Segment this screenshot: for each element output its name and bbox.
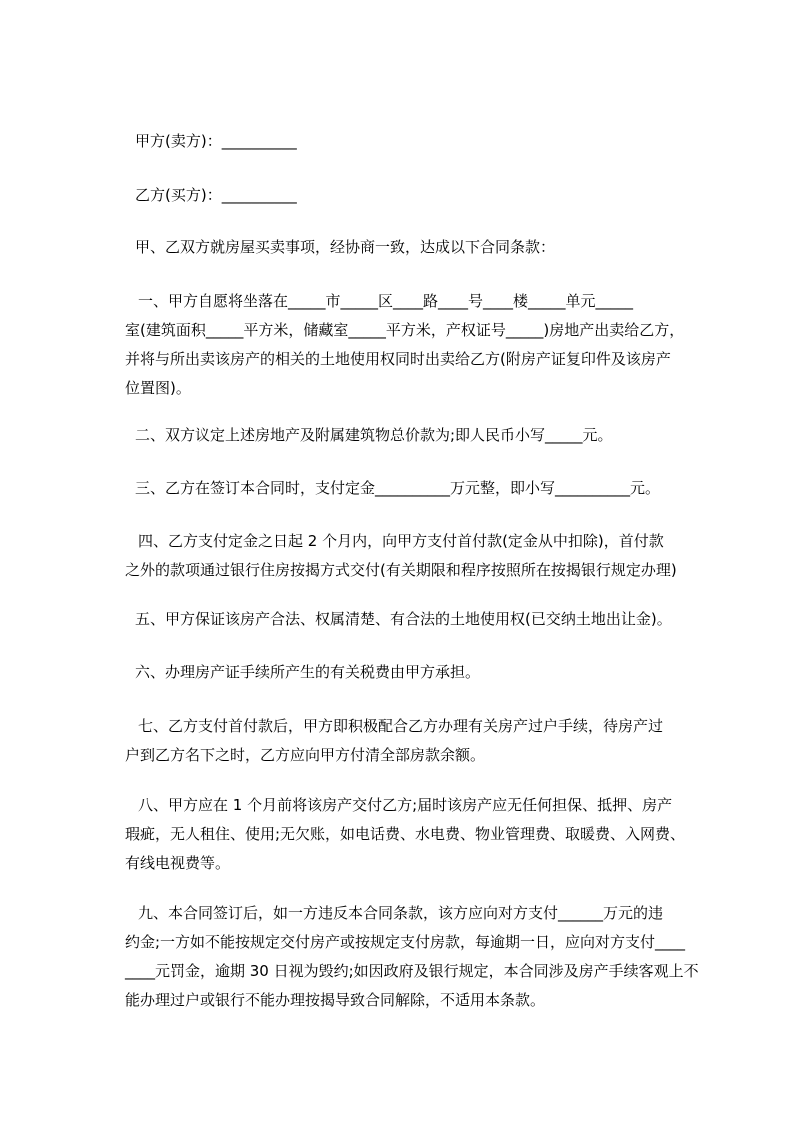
clause-6 [135, 658, 705, 687]
clause-1 [125, 287, 705, 403]
party-b-line [135, 181, 705, 210]
clause-1-line-4: 位置图)。 [125, 379, 191, 397]
clause-8 [125, 791, 705, 878]
party-b-text: 乙方(买方)：__________ [135, 186, 297, 204]
clause-4 [125, 527, 705, 585]
party-a-text: 甲方(卖方)：__________ [135, 132, 297, 150]
clause-1-line-1: 一、甲方自愿将坐落在_____市_____区____路____号____楼_____单元_____ [138, 292, 634, 310]
clause-3 [135, 474, 705, 503]
clause-5 [135, 605, 705, 634]
clause-1-line-3: 并将与所出卖该房产的相关的土地使用权同时出卖给乙方(附房产证复印件及该房产 [125, 350, 671, 368]
clause-8-line-2: 瑕疵，无人租住、使用;无欠账，如电话费、水电费、物业管理费、取暖费、入网费、 [125, 825, 686, 843]
clause-2-text: 二、双方议定上述房地产及附属建筑物总价款为;即人民币小写_____元。 [135, 426, 613, 444]
clause-4-line-1: 四、乙方支付定金之日起 2 个月内，向甲方支付首付款(定金从中扣除)，首付款 [138, 532, 664, 550]
clause-7-line-2: 户到乙方名下之时，乙方应向甲方付清全部房款余额。 [125, 746, 486, 764]
clause-3-text: 三、乙方在签订本合同时，支付定金__________万元整，即小写__________元。 [135, 479, 661, 497]
clause-7 [125, 712, 705, 770]
clause-4-line-2: 之外的款项通过银行住房按揭方式交付(有关期限和程序按照所在按揭银行规定办理) [125, 561, 677, 579]
clause-8-line-1: 八、甲方应在 1 个月前将该房产交付乙方;届时该房产应无任何担保、抵押、房产 [138, 796, 673, 814]
clause-8-line-3: 有线电视费等。 [125, 854, 231, 872]
clause-1-line-2: 室(建筑面积_____平方米，储藏室_____平方米，产权证号_____)房地产出卖给乙方， [125, 321, 685, 339]
clause-7-line-1: 七、乙方支付首付款后，甲方即积极配合乙方办理有关房产过户手续，待房产过 [138, 717, 664, 735]
clause-2 [135, 421, 705, 450]
clause-9-line-4: 能办理过户或银行不能办理按揭导致合同解除，不适用本条款。 [125, 991, 546, 1009]
clause-9-line-3: ____元罚金，逾期 30 日视为毁约;如因政府及银行规定，本合同涉及房产手续客观上不 [125, 962, 699, 980]
intro-paragraph [135, 233, 705, 262]
clause-9-line-1: 九、本合同签订后，如一方违反本合同条款，该方应向对方支付______万元的违 [138, 904, 664, 922]
clause-9 [125, 899, 705, 1015]
intro-text: 甲、乙双方就房屋买卖事项，经协商一致，达成以下合同条款： [135, 238, 556, 256]
clause-6-text: 六、办理房产证手续所产生的有关税费由甲方承担。 [135, 663, 481, 681]
clause-5-text: 五、甲方保证该房产合法、权属清楚、有合法的土地使用权(已交纳土地出让金)。 [135, 610, 672, 628]
party-a-line [135, 127, 705, 156]
clause-9-line-2: 约金;一方如不能按规定交付房产或按规定支付房款，每逾期一日，应向对方支付____ [125, 933, 686, 951]
